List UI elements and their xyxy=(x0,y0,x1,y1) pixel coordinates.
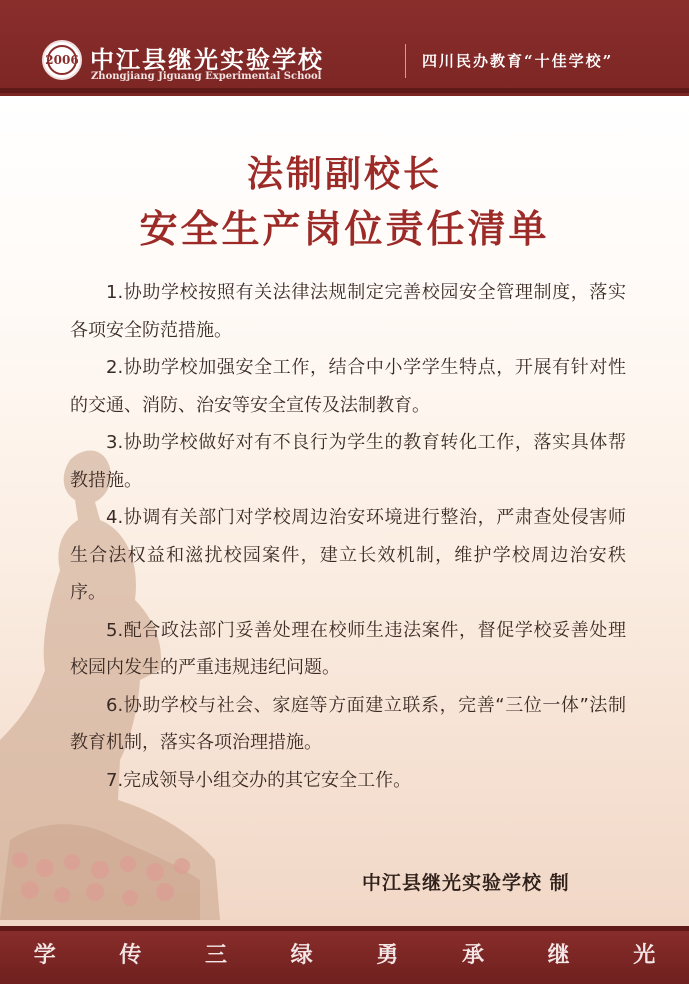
list-item: 6.协助学校与社会、家庭等方面建立联系，完善“三位一体”法制教育机制，落实各项治理措施。 xyxy=(70,694,626,753)
footer-stripe xyxy=(0,926,689,931)
footer-motto: 学 传 三 绿 勇 承 继 光 xyxy=(33,942,684,968)
responsibility-list xyxy=(70,274,626,799)
header-motto: 四川民办教育“十佳学校” xyxy=(422,52,614,70)
title-line-1: 法制副校长 xyxy=(246,154,442,195)
list-item: 5.配合政法部门妥善处理在校师生违法案件，督促学校妥善处理校园内发生的严重违规违纪问题。 xyxy=(70,619,626,678)
header-bar xyxy=(0,0,689,96)
header-stripe xyxy=(0,88,689,93)
list-item: 2.协助学校加强安全工作，结合中小学学生特点，开展有针对性的交通、消防、治安等安全宣传及法制教育。 xyxy=(70,357,626,416)
list-item: 3.协助学校做好对有不良行为学生的教育转化工作，落实具体帮教措施。 xyxy=(70,432,626,491)
issuer-signature: 中江县继光实验学校 制 xyxy=(362,872,570,894)
school-name-chinese: 中江县继光实验学校 xyxy=(90,45,324,74)
title-line-2: 安全生产岗位责任清单 xyxy=(139,207,550,251)
logo-emblem: 2006 xyxy=(47,45,77,75)
school-name-english: Zhongjiang Jiguang Experimental School xyxy=(91,71,322,82)
list-item: 7.完成领导小组交办的其它安全工作。 xyxy=(106,769,412,791)
list-item: 4.协调有关部门对学校周边治安环境进行整治，严肃查处侵害师生合法权益和滋扰校园案件，建立长效机制，维护学校周边治安秩序。 xyxy=(70,507,626,603)
header-divider xyxy=(405,44,406,78)
list-item: 1.协助学校按照有关法律法规制定完善校园安全管理制度，落实各项安全防范措施。 xyxy=(70,282,626,341)
school-logo xyxy=(42,40,82,80)
